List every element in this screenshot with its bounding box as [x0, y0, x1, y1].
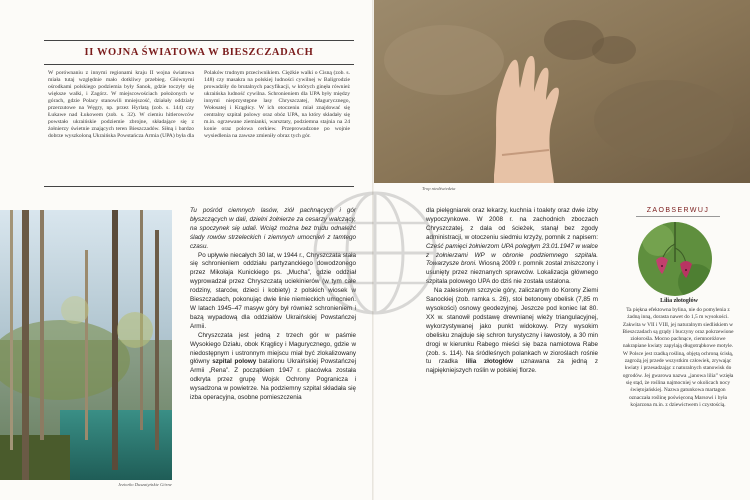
intro-column-1: [48, 70, 194, 140]
history-box: [44, 40, 354, 190]
body-paragraph-4: [426, 207, 598, 287]
body-paragraph-2: Po upływie niecałych 30 lat, w 1944 r., Chryszczata stała się schronieniem oddziału partyzanckiego dowodzonego przez Mikołaja Kunickiego ps. „Mucha”, gdzie oddział wyprowadzał przez Chryszczatą uciekinierów (w tym całe rodziny, starców, dzieci i kobiety) z polskich wiosek w Bieszczadach, pokonując dwie linie niemieckich umocnień. W latach 1945–47 masyw góry był również schronieniem i bazą wypadową dla oddziałów Ukraińskiej Powstańczej Armii.: [190, 251, 356, 330]
body-text-3c: batalionu Ukraińskiej Powstańczej Armii „Rena”. Z początkiem 1947 r. placówka została odkryta przez grupę Wojsk Ochrony Pogranicza i wysadzona w powietrze. Na podziemny szpital składała się izba operacyjna, osobne pomieszczenia: [190, 358, 356, 402]
sidebar-rule: [636, 216, 720, 217]
intro-column-2: [204, 70, 350, 140]
sidebar-title: Lilia złotogłów: [660, 298, 698, 304]
highlight-hospital: szpital polowy: [212, 358, 257, 366]
body-text-5a: Na zalesionym szczycie góry, zaliczanym do Korony Ziemi Sanockiej (zob. ramka s. 26), stoi betonowy obelisk (7,85 m wysokości) osnowy geodezyjnej. Jeszcze pod koniec lat 80. XX w. stanowił podstawę drewnianej wieży triangulacyjnej, wykorzystywanej jako punkt widokowy. Przy wysokim obelisku znajduje się schron turystyczny i ławostoły, a 30 min drogi w kierunku Rabego mieści się baza namiotowa Rabe (zob. s. 114). Na śródleśnych polankach w zioroślach rośnie tu rzadka: [426, 287, 598, 366]
body-paragraph-3: [190, 332, 356, 403]
forest-lake-photo: [0, 210, 172, 480]
lily-photo: [638, 222, 712, 296]
highlight-lily: lilia złotogłów: [465, 358, 514, 366]
sidebar-header: ZAOBSERWUJ: [646, 207, 710, 214]
title-rule: [44, 64, 354, 65]
body-text-4c: Wiosną 2009 r. pomnik został zniszczony i usunięty przez nieznanych sprawców. Lokalizacja głównego szpitala polowego UPA do dziś nie została ustalona.: [426, 260, 599, 286]
rock-caption: Trop niedźwiedzia: [422, 186, 456, 191]
body-text-4a: dla pielęgniarek oraz lekarzy, kuchnia i toalety oraz dwie izby wypoczynkowe. W 2008 r. na zachodnich zboczach Chryszczatej, z dala od ścieżek, stanął bez zgody administracji, w otoczeniu siedmiu krzyży, pomnik z napisem:: [426, 207, 598, 241]
body-text-5c: uznawana za jedną z najpiękniejszych roślin w polskiej florze.: [426, 358, 599, 375]
body-paragraph-5: [426, 287, 598, 376]
photo-caption: Jeziorko Duszatyńskie Górne: [118, 482, 172, 487]
body-text-1: Tu pośród ciemnych lasów, ziół pachnących i gór błyszczących w dali, dzielni żołnierze za cesarzy walczący, na spoczynek się udali. Wciąż można bez trudu odnaleźć ślady rowów strzeleckich i ziemnych umocnień z tamtego czasu.: [190, 207, 356, 250]
intro-text-1: W porównaniu z innymi regionami kraju II wojna światowa miała tutaj względnie mało dotkliwy przebieg. Głównymi ośrodkami polskiego podziemia były Sanok, gdzie toczyły się większe walki, i Zagórz. W miejscowościach położonych w górach, gdzie Polacy stanowili mniejszość, działały oddziały przerzutowe na Węgry, np. przez Hyrlatą (zob. s. 144) czy Łukawe nad Łukowem (zob. s. 32). W ciemiu hitlerowców powstało ukraińskie podziemie zbrojne, składające się z żołnierzy świetnie znających teren Bieszczadów. Siłną i bardzo dobrze wyszkoloną Ukraińska Powstańcza Armia (UPA) była dla: [48, 70, 194, 139]
intro-text-2: Polaków trudnym przeciwnikiem. Ciężkie walki o Cisną (zob. s. 148) czy masakra na polskiej ludności cywilnej w Baligrodzie prowadziły do brutalnych pacyfikacji, w których ginęła również ukraińska ludność cywilna. Schronieniem dla UPA były między innymi nieprzystępne lasy Chryszczatej, Magurycznego, Wołosatej i Krągłicy. W ich otoczeniu miał znajdować się centralny szpital polowy oraz obóz UPA, na który składały się m.in. ogrzewane ziemianki, warsztaty, podziemna stajnia na 24 konie oraz polowa cerkiew. Przeprowadzone po wojnie wysiedlenia na zawsze zmieniły obraz tych gór.: [204, 70, 350, 139]
sidebar-text: Ta piękna efektowna bylina, nie do pomylenia z żadną inną, dorasta nawet do 1,5 m wysokości. Zakwita w VII i VIII, jej naturalnym siedliskiem w Bieszczadach są grądy i buczyny oraz pokrzewione ziołorośla. Mocno pachnące, ciemnoróżowe nakrapiane kwiaty zapylają długotrąbkowe motyle. W Polsce jest rzadką rośliną, objętą ochroną ścisłą, zagrożą jej przede wszystkim człowiek, zrywając kwiaty i przesadzając z naturalnych stanowisk do ogrodów. Jej gwarowa nazwa „janowa lilia” wzięła się stąd, że roślina najmocniej w okolicach nocy świętojańskiej. Nazwa gatunkowa martagon oznaczała roślinę poświęconą Marsowi i była kojarzona m.in. z dziewictwem i czystością.: [622, 307, 734, 408]
monument-quote: Cześć pamięci żołnierzom UPA poległym 23.01.1947 w walce z żołnierzami WP w obronie podziemnego szpitala. Towarzysze broni.: [426, 242, 598, 268]
body-column-right: [426, 207, 598, 376]
body-text-3a: Chryszczata jest jedną z trzech gór w paśmie Wysokiego Działu, obok Krąglicy i Magurycznego, gdzie w niedostępnym i ustronnym miejscu miał być zlokalizowany główny: [190, 331, 356, 366]
top-rule: [44, 40, 354, 41]
bear-track-photo: [374, 0, 750, 183]
section-title: II WOJNA ŚWIATOWA W BIESZCZADACH: [84, 47, 314, 58]
watermark-globe-icon: [300, 178, 450, 328]
